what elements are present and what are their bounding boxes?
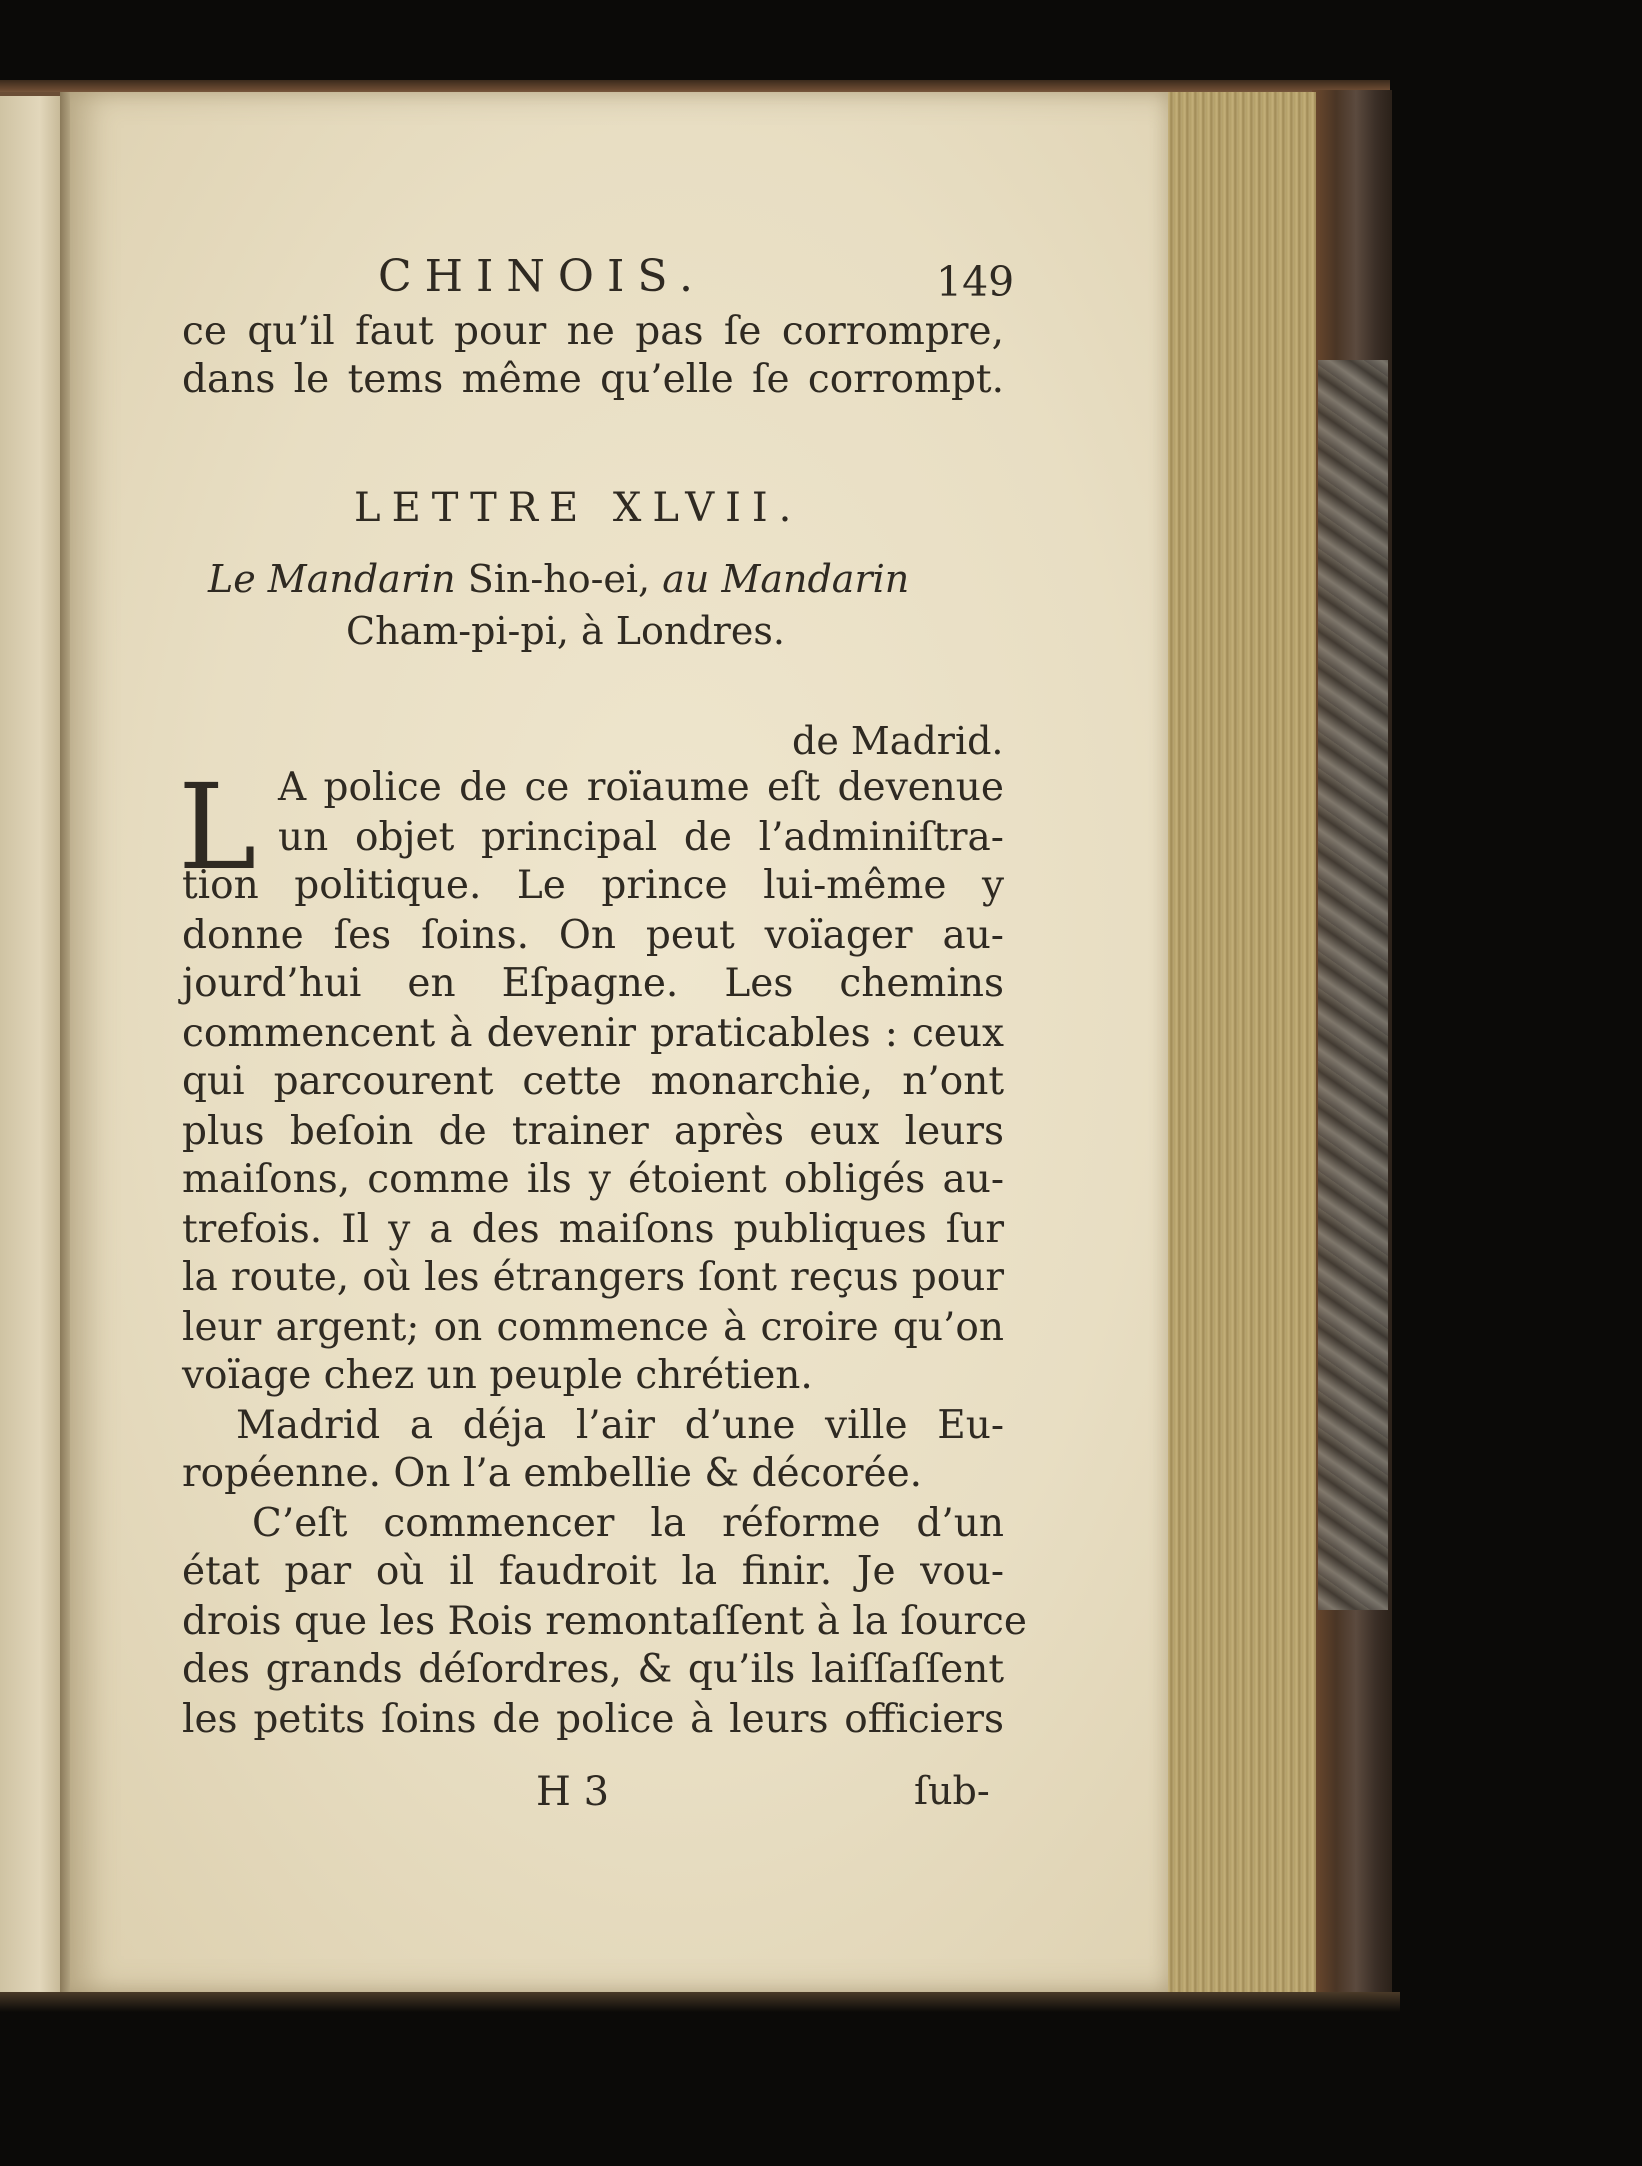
text-line: A police de ce roïaume eſt devenue: [278, 765, 1004, 810]
text-line: les petits ſoins de police à leurs officiers: [182, 1697, 1004, 1742]
address-recipient-title: au Mandarin: [662, 557, 910, 601]
text-line: drois que les Rois remontaſſent à la ſource: [182, 1599, 1027, 1644]
page-fore-edge: [1166, 92, 1316, 1992]
address-line-2: Cham-pi-pi, à Londres.: [346, 609, 785, 653]
text-line: jourd’hui en Eſpagne. Les chemins: [182, 961, 1004, 1006]
text-line: trefois. Il y a des maiſons publiques ſur: [182, 1207, 1004, 1252]
text-line: tion politique. Le prince lui-même y: [182, 863, 1004, 908]
bottom-shadow: [0, 1992, 1400, 2012]
catchword: ſub-: [914, 1769, 990, 1813]
text-line: état par où il faudroit la finir. Je vou-: [182, 1549, 1004, 1594]
text-line: C’eſt commencer la réforme d’un: [252, 1501, 1004, 1546]
text-line: plus beſoin de trainer après eux leurs: [182, 1109, 1004, 1154]
text-line: qui parcourent cette monarchie, n’ont: [182, 1059, 1004, 1104]
text-line: maiſons, comme ils y étoient obligés au-: [182, 1157, 1004, 1202]
running-head: CHINOIS.: [378, 251, 706, 302]
letter-title: LETTRE XLVII.: [354, 485, 803, 531]
text-line: leur argent; on commence à croire qu’on: [182, 1305, 1004, 1350]
text-line: un objet principal de l’adminiſtra-: [278, 815, 1004, 860]
text-line: la route, où les étrangers ſont reçus pour: [182, 1255, 1004, 1300]
place-of-writing: de Madrid.: [792, 719, 1004, 763]
address-title-mandarin: Le Mandarin: [208, 557, 456, 601]
text-line: des grands déſordres, & qu’ils laiſſaſſent: [182, 1647, 1004, 1692]
text-line: commencent à devenir praticables : ceux: [182, 1011, 1004, 1056]
address-line-1: [208, 557, 910, 601]
text-line: Madrid a déja l’air d’une ville Eu-: [236, 1403, 1004, 1448]
marbled-board: [1318, 360, 1388, 1610]
drop-cap: L: [178, 758, 257, 896]
page-number: 149: [936, 258, 1015, 306]
text-line: dans le tems même qu’elle ſe corrompt.: [182, 357, 1004, 402]
text-line: ropéenne. On l’a embellie & décorée.: [182, 1451, 923, 1496]
address-sender-name: Sin-ho-ei,: [467, 557, 651, 601]
text-line: voïage chez un peuple chrétien.: [182, 1353, 813, 1398]
signature-mark: H 3: [536, 1769, 610, 1815]
text-line: donne ſes ſoins. On peut voïager au-: [182, 913, 1004, 958]
text-line: ce qu’il faut pour ne pas ſe corrompre,: [182, 309, 1004, 354]
